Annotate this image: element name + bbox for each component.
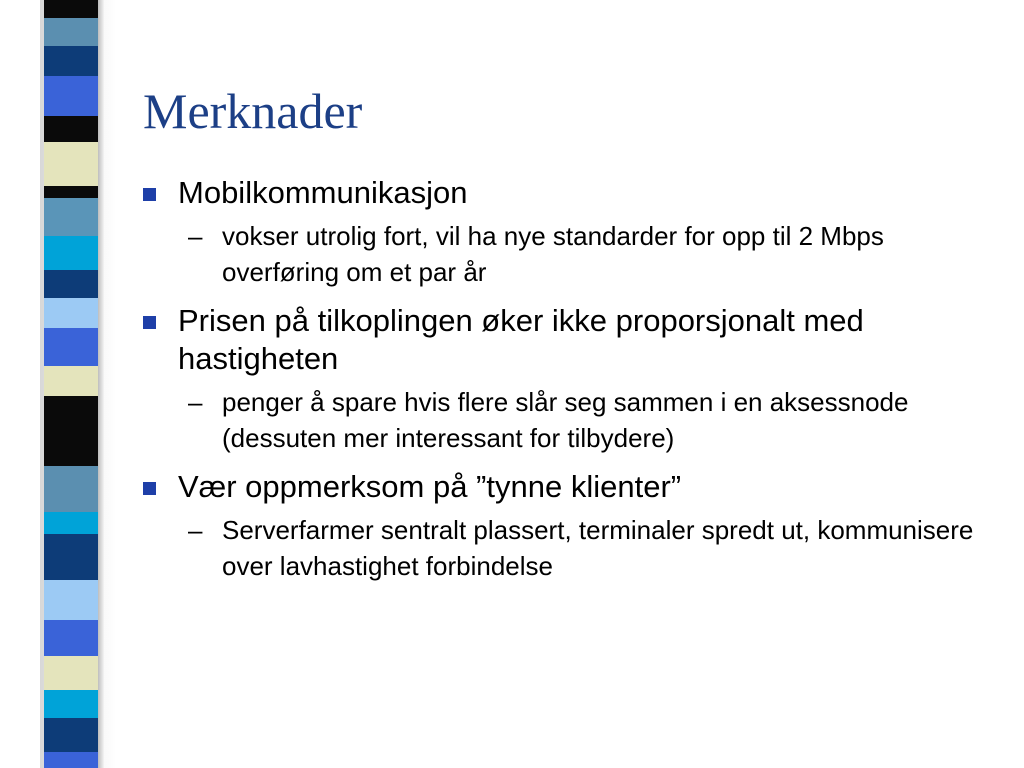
stripe-band: [44, 0, 98, 18]
square-bullet-icon: [143, 188, 156, 201]
stripe-band: [44, 142, 98, 186]
stripe-band: [44, 328, 98, 366]
bullet-text: Mobilkommunikasjon: [178, 175, 468, 210]
bullet-item: [140, 302, 1000, 378]
dash-bullet-icon: –: [188, 387, 203, 417]
square-bullet-icon: [143, 482, 156, 495]
sub-bullet-text: Serverfarmer sentralt plassert, terminaler spredt ut, kommunisere over lavhastighet forbindelse: [222, 515, 974, 581]
sub-bullet-item: [140, 384, 1000, 456]
bullet-text: Vær oppmerksom på ”tynne klienter”: [178, 469, 682, 504]
stripe-band: [44, 298, 98, 328]
stripe-band: [44, 512, 98, 534]
dash-bullet-icon: –: [188, 221, 203, 251]
sub-bullet-text: vokser utrolig fort, vil ha nye standarder for opp til 2 Mbps overføring om et par år: [222, 221, 884, 287]
stripe-band: [44, 198, 98, 236]
slide-title: Merknader: [143, 83, 363, 139]
sub-bullet-text: penger å spare hvis flere slår seg sammen i en aksessnode (dessuten mer interessant for tilbydere): [222, 387, 909, 453]
dash-bullet-icon: –: [188, 515, 203, 545]
stripe-band: [44, 620, 98, 656]
stripe-band: [44, 270, 98, 298]
stripe-band: [44, 656, 98, 690]
bullet-item: [140, 174, 1000, 212]
stripe-band: [44, 236, 98, 270]
bullet-item: [140, 468, 1000, 506]
stripe-edge: [98, 0, 104, 768]
square-bullet-icon: [143, 316, 156, 329]
sub-bullet-item: [140, 512, 1000, 584]
stripe-band: [44, 752, 98, 768]
stripe-band: [44, 534, 98, 580]
stripe-band: [44, 690, 98, 718]
stripe-band: [44, 396, 98, 466]
stripe-band: [44, 186, 98, 198]
stripe-band: [44, 580, 98, 620]
sub-bullet-item: [140, 218, 1000, 290]
stripe-band: [44, 366, 98, 396]
slide-content: [140, 174, 1000, 592]
stripe-band: [44, 116, 98, 142]
stripe-band: [44, 466, 98, 512]
stripe-band: [44, 46, 98, 76]
stripe-band: [44, 76, 98, 116]
bullet-text: Prisen på tilkoplingen øker ikke proporsjonalt med hastigheten: [178, 303, 864, 376]
stripe-band: [44, 718, 98, 752]
decorative-stripe: [44, 0, 98, 768]
stripe-band: [44, 18, 98, 46]
